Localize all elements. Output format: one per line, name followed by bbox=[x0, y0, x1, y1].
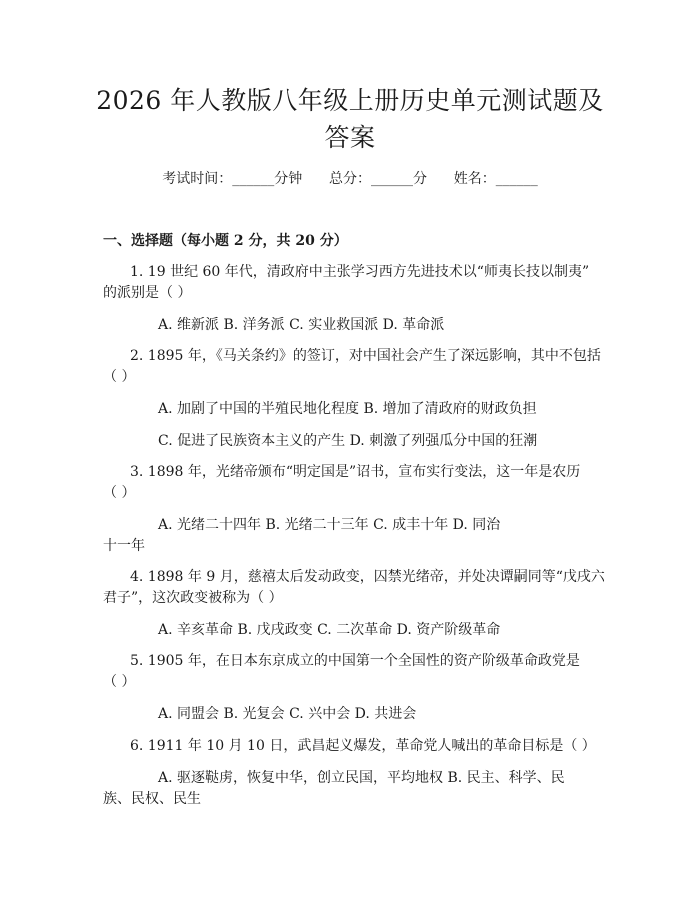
question-1-stem-line-1: 1. 19 世纪 60 年代，清政府中主张学习西方先进技术以“师夷长技以制夷” bbox=[130, 264, 590, 280]
question-4-stem-line-2: 君子”，这次政变被称为（ ） bbox=[103, 590, 283, 606]
question-6-stem-line-1: 6. 1911 年 10 月 10 日，武昌起义爆发，革命党人喊出的革命目标是（ ） bbox=[130, 738, 596, 754]
title-line-1: 2026 年人教版八年级上册历史单元测试题及 bbox=[96, 86, 604, 115]
question-2-stem-line-1: 2. 1895 年，《马关条约》的签订，对中国社会产生了深远影响，其中不包括 bbox=[130, 348, 601, 364]
question-3-options-line-2: 十一年 bbox=[103, 538, 145, 554]
question-6-options-line-1: A. 驱逐鞑虏，恢复中华，创立民国，平均地权 B. 民主、科学、民 bbox=[158, 770, 565, 786]
page-title bbox=[60, 82, 640, 156]
question-2-options-line-1: A. 加剧了中国的半殖民地化程度 B. 增加了清政府的财政负担 bbox=[158, 401, 537, 417]
section-heading: 一、选择题（每小题 2 分，共 20 分） bbox=[103, 233, 348, 249]
title-line-2: 答案 bbox=[324, 123, 376, 152]
question-1-options: A. 维新派 B. 洋务派 C. 实业救国派 D. 革命派 bbox=[158, 317, 445, 333]
question-5-stem-line-1: 5. 1905 年，在日本东京成立的中国第一个全国性的资产阶级革命政党是 bbox=[130, 653, 580, 669]
question-2-options-line-2: C. 促进了民族资本主义的产生 D. 刺激了列强瓜分中国的狂潮 bbox=[158, 433, 538, 449]
question-5-stem-line-2: （ ） bbox=[103, 674, 136, 690]
question-1-stem-line-2: 的派别是（ ） bbox=[103, 285, 192, 301]
question-5-options: A. 同盟会 B. 光复会 C. 兴中会 D. 共进会 bbox=[158, 706, 417, 722]
question-2-stem-line-2: （ ） bbox=[103, 369, 136, 385]
question-3-stem-line-1: 3. 1898 年，光绪帝颁布“明定国是”诏书，宣布实行变法，这一年是农历 bbox=[130, 464, 581, 480]
question-4-options: A. 辛亥革命 B. 戊戌政变 C. 二次革命 D. 资产阶级革命 bbox=[158, 622, 501, 638]
exam-info-line: 考试时间：______分钟 总分：______分 姓名：______ bbox=[162, 171, 538, 187]
question-3-options-line-1: A. 光绪二十四年 B. 光绪二十三年 C. 成丰十年 D. 同治 bbox=[158, 517, 501, 533]
question-3-stem-line-2: （ ） bbox=[103, 485, 136, 501]
question-6-options-line-2: 族、民权、民生 bbox=[103, 791, 201, 807]
question-4-stem-line-1: 4. 1898 年 9 月，慈禧太后发动政变，囚禁光绪帝，并处决谭嗣同等“戊戌六 bbox=[130, 569, 605, 585]
